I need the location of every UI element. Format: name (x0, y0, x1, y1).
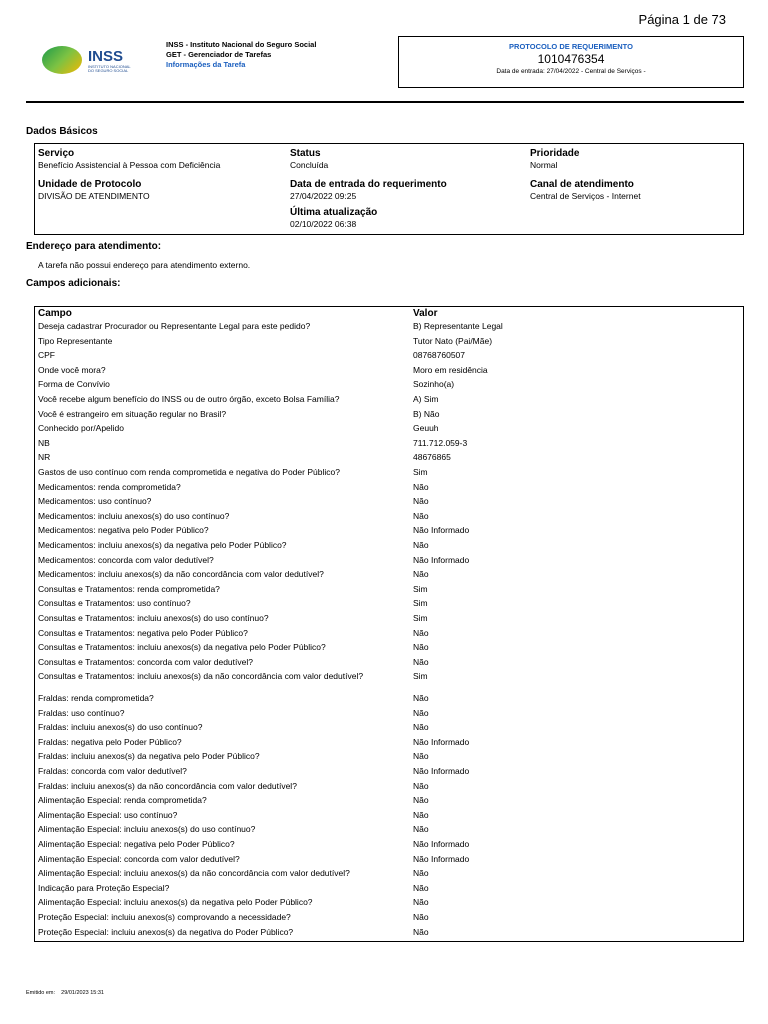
row-value: Não Informado (413, 736, 470, 747)
table-row (38, 868, 738, 882)
row-field: Medicamentos: incluiu anexos(s) da não concordância com valor dedutível? (38, 569, 324, 580)
row-field: Consultas e Tratamentos: renda comprometida? (38, 583, 220, 594)
table-row (38, 321, 738, 335)
protocol-title: PROTOCOLO DE REQUERIMENTO (509, 42, 633, 51)
prioridade-label: Prioridade (530, 148, 580, 159)
row-field: Consultas e Tratamentos: incluiu anexos(s) da não concordância com valor dedutível? (38, 671, 364, 682)
table-row (38, 613, 738, 627)
row-value: Não Informado (413, 525, 470, 536)
additional-fields-table (34, 306, 744, 942)
row-field: Consultas e Tratamentos: negativa pelo Poder Público? (38, 627, 248, 638)
table-row (38, 722, 738, 736)
canal-field (530, 179, 641, 201)
row-value: Não (413, 510, 429, 521)
table-row (38, 795, 738, 809)
table-row (38, 671, 738, 685)
column-header-campo: Campo (38, 308, 72, 319)
table-row (38, 511, 738, 525)
protocol-entry: Data de entrada: 27/04/2022 - Central de Serviços - (496, 68, 646, 75)
data-entrada-field (290, 179, 447, 201)
row-field: Alimentação Especial: renda comprometida? (38, 795, 207, 806)
table-row (38, 467, 738, 481)
row-value: Não Informado (413, 766, 470, 776)
ultima-atualizacao-label: Última atualização (290, 207, 378, 218)
table-row (38, 824, 738, 838)
row-value: Não (413, 569, 429, 580)
row-value: Não (413, 642, 429, 653)
table-row (38, 350, 738, 364)
page-number: Página 1 de 73 (638, 12, 726, 27)
row-field: Fraldas: negativa pelo Poder Público? (38, 736, 182, 747)
row-field: Onde você mora? (38, 364, 106, 375)
table-row (38, 394, 738, 408)
row-field: Você é estrangeiro em situação regular no Brasil? (38, 408, 227, 419)
footer (26, 990, 104, 996)
table-row (38, 452, 738, 466)
row-field: Medicamentos: negativa pelo Poder Público? (38, 525, 209, 536)
row-field: Fraldas: incluiu anexos(s) da não concordância com valor dedutível? (38, 780, 297, 791)
row-field: Deseja cadastrar Procurador ou Representante Legal para este pedido? (38, 321, 311, 331)
row-field: Tipo Representante (38, 335, 113, 346)
table-row (38, 423, 738, 437)
row-value: Não Informado (413, 839, 470, 849)
row-field: Fraldas: renda comprometida? (38, 693, 154, 703)
inss-logo (42, 44, 132, 76)
row-value: Geuuh (413, 423, 439, 434)
logo-sub-line1: INSTITUTO NACIONAL (88, 64, 131, 69)
row-value: Não (413, 751, 429, 762)
table-row (38, 912, 738, 926)
status-label: Status (290, 148, 321, 159)
row-value: Sim (413, 583, 428, 594)
table-row (38, 540, 738, 554)
protocol-number: 1010476354 (537, 52, 605, 66)
row-field: Consultas e Tratamentos: incluiu anexos(s) do uso contínuo? (38, 613, 269, 623)
row-field: CPF (38, 350, 55, 361)
table-row (38, 737, 738, 751)
row-value: Tutor Nato (Pai/Mãe) (413, 335, 493, 346)
table-row (38, 496, 738, 510)
row-field: Proteção Especial: incluiu anexos(s) comprovando a necessidade? (38, 912, 291, 922)
row-field: Você recebe algum benefício do INSS ou de outro órgão, exceto Bolsa Família? (38, 394, 340, 404)
header-divider (26, 101, 744, 103)
table-row (38, 839, 738, 853)
row-value: Não (413, 882, 429, 893)
row-value: A) Sim (413, 394, 439, 404)
table-row (38, 657, 738, 671)
table-row (38, 482, 738, 496)
table-row (38, 883, 738, 897)
data-entrada-label: Data de entrada do requerimento (290, 179, 447, 190)
table-row (38, 598, 738, 612)
row-field: Consultas e Tratamentos: incluiu anexos(s) da negativa pelo Poder Público? (38, 642, 326, 653)
prioridade-value: Normal (530, 160, 558, 170)
row-value: Não (413, 912, 429, 922)
table-row (38, 379, 738, 393)
row-value: Não (413, 693, 429, 703)
row-value: Não (413, 824, 429, 835)
table-row (38, 766, 738, 780)
emitted-label: Emitido em: (26, 990, 56, 996)
table-row (38, 927, 738, 941)
row-value: Não (413, 897, 429, 908)
inss-logo-icon (42, 46, 82, 74)
row-value: Sim (413, 671, 428, 682)
table-row (38, 693, 738, 707)
table-row (38, 525, 738, 539)
row-value: Não (413, 722, 429, 733)
table-row (38, 810, 738, 824)
row-field: Alimentação Especial: incluiu anexos(s) da não concordância com valor dedutível? (38, 868, 350, 879)
row-value: 711.712.059-3 (413, 437, 468, 448)
table-row (38, 642, 738, 656)
row-field: Forma de Convívio (38, 379, 110, 390)
row-field: NB (38, 437, 50, 448)
table-row (38, 438, 738, 452)
logo-sub-line2: DO SEGURO SOCIAL (88, 68, 129, 73)
row-value: 08768760507 (413, 350, 466, 361)
row-value: Não (413, 540, 429, 550)
header-line3: Informações da Tarefa (166, 60, 246, 69)
row-value: Não (413, 627, 429, 638)
table-row (38, 708, 738, 722)
header-line1: INSS - Instituto Nacional do Seguro Social (166, 40, 317, 49)
row-field: Consultas e Tratamentos: concorda com valor dedutível? (38, 656, 253, 667)
unidade-value: DIVISÃO DE ATENDIMENTO (38, 191, 150, 201)
row-field: Alimentação Especial: incluiu anexos(s) da negativa pelo Poder Público? (38, 897, 313, 908)
table-row (38, 781, 738, 795)
row-value: Sim (413, 613, 428, 623)
row-value: Não (413, 809, 429, 820)
canal-value: Central de Serviços - Internet (530, 191, 641, 201)
row-field: Alimentação Especial: incluiu anexos(s) do uso contínuo? (38, 824, 256, 835)
row-value: Não (413, 707, 429, 718)
row-value: Sim (413, 467, 428, 477)
status-value: Concluída (290, 160, 329, 170)
row-value: Não (413, 868, 429, 879)
unidade-field (38, 179, 150, 201)
row-value: Não (413, 926, 429, 937)
logo-subtitle (88, 65, 131, 73)
header-line2: GET - Gerenciador de Tarefas (166, 50, 272, 59)
row-value: 48676865 (413, 452, 451, 463)
header-info (166, 40, 316, 70)
canal-label: Canal de atendimento (530, 179, 634, 190)
row-field: Fraldas: incluiu anexos(s) da negativa pelo Poder Público? (38, 751, 260, 762)
additional-fields-title: Campos adicionais: (26, 278, 121, 289)
basic-data-title: Dados Básicos (26, 126, 98, 137)
table-row (38, 897, 738, 911)
row-field: Medicamentos: uso contínuo? (38, 496, 152, 507)
row-field: Gastos de uso contínuo com renda comprometida e negativa do Poder Público? (38, 467, 340, 477)
ultima-atualizacao-value: 02/10/2022 06:38 (290, 219, 357, 229)
servico-field (38, 148, 220, 170)
row-value: Não (413, 496, 429, 507)
address-title: Endereço para atendimento: (26, 241, 162, 252)
unidade-label: Unidade de Protocolo (38, 179, 142, 190)
row-field: Alimentação Especial: uso contínuo? (38, 809, 178, 820)
row-value: Não Informado (413, 853, 470, 864)
row-field: Proteção Especial: incluiu anexos(s) da negativa do Poder Público? (38, 926, 294, 937)
row-field: Alimentação Especial: negativa pelo Poder Público? (38, 839, 235, 849)
row-field: Fraldas: uso contínuo? (38, 707, 125, 718)
table-row (38, 569, 738, 583)
table-row (38, 584, 738, 598)
row-value: B) Representante Legal (413, 321, 503, 331)
table-row (38, 628, 738, 642)
logo-name: INSS (88, 48, 124, 65)
emitted-value: 29/01/2023 15:31 (61, 990, 104, 996)
data-entrada-value: 27/04/2022 09:25 (290, 191, 357, 201)
row-value: Não (413, 795, 429, 806)
table-row (38, 555, 738, 569)
row-value: Não (413, 656, 429, 667)
table-row (38, 365, 738, 379)
row-value: Sozinho(a) (413, 379, 455, 390)
servico-value: Benefício Assistencial à Pessoa com Deficiência (38, 160, 221, 170)
row-value: Moro em residência (413, 364, 488, 375)
servico-label: Serviço (38, 148, 75, 159)
status-field (290, 148, 328, 170)
row-value: B) Não (413, 408, 440, 419)
column-header-valor: Valor (413, 308, 438, 319)
row-field: Medicamentos: incluiu anexos(s) do uso contínuo? (38, 510, 230, 521)
row-field: Medicamentos: incluiu anexos(s) da negativa pelo Poder Público? (38, 540, 287, 550)
table-row (38, 751, 738, 765)
row-field: Consultas e Tratamentos: uso contínuo? (38, 598, 191, 609)
row-field: Conhecido por/Apelido (38, 423, 125, 434)
row-value: Não (413, 780, 429, 791)
row-value: Não Informado (413, 554, 470, 565)
table-row (38, 409, 738, 423)
basic-data-box (34, 143, 744, 235)
address-text: A tarefa não possui endereço para atendimento externo. (38, 260, 251, 270)
row-value: Sim (413, 598, 428, 609)
row-value: Não (413, 481, 429, 492)
table-row (38, 336, 738, 350)
row-field: Alimentação Especial: concorda com valor dedutível? (38, 853, 240, 864)
protocol-box (398, 36, 744, 88)
table-row (38, 854, 738, 868)
row-field: Medicamentos: concorda com valor dedutível? (38, 554, 214, 565)
row-field: Medicamentos: renda comprometida? (38, 481, 181, 492)
row-field: Fraldas: concorda com valor dedutível? (38, 766, 187, 776)
row-field: Indicação para Proteção Especial? (38, 882, 170, 893)
row-field: Fraldas: incluiu anexos(s) do uso contínuo? (38, 722, 203, 733)
row-field: NR (38, 452, 51, 463)
ultima-atualizacao-field (290, 207, 377, 229)
prioridade-field (530, 148, 579, 170)
